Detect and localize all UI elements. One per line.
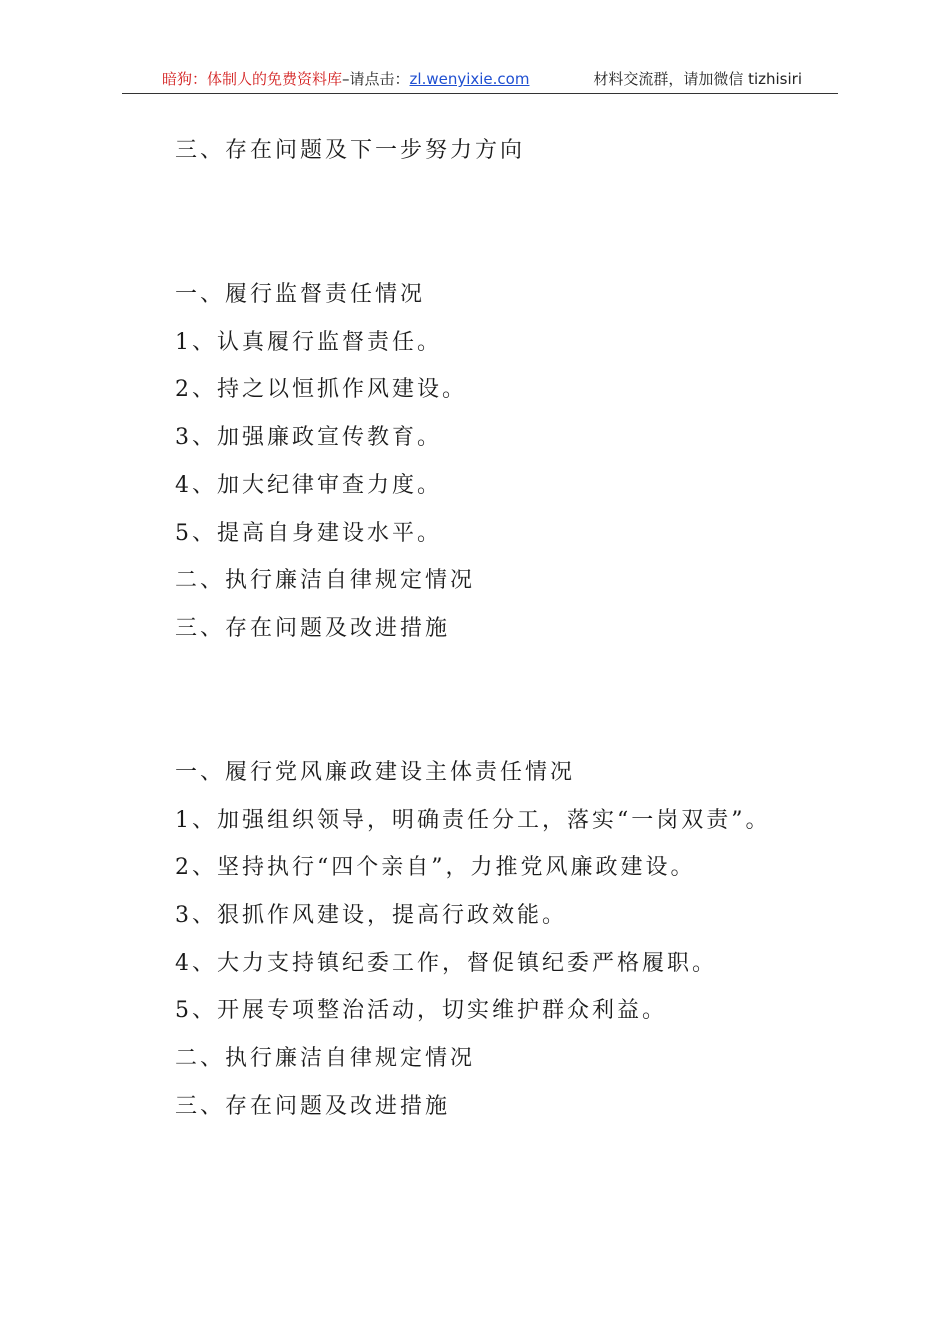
section-c-item-4: 4、大力支持镇纪委工作，督促镇纪委严格履职。 <box>175 951 717 976</box>
header-contact: 材料交流群，请加微信 tizhisiri <box>593 70 802 88</box>
header-prompt: –请点击： <box>342 70 410 88</box>
section-c-item-5: 5、开展专项整治活动，切实维护群众利益。 <box>175 998 667 1023</box>
section-b-heading-supervision: 一、履行监督责任情况 <box>175 282 426 307</box>
section-b-item-4: 4、加大纪律审查力度。 <box>175 473 442 498</box>
section-c-item-2: 2、坚持执行“四个亲自”，力推党风廉政建设。 <box>175 855 696 880</box>
section-c-heading-responsibility: 一、履行党风廉政建设主体责任情况 <box>175 760 576 785</box>
section-c-heading-self-discipline: 二、执行廉洁自律规定情况 <box>175 1046 476 1071</box>
section-b-item-3: 3、加强廉政宣传教育。 <box>175 425 442 450</box>
section-b-item-5: 5、提高自身建设水平。 <box>175 521 442 546</box>
header-link[interactable]: zl.wenyixie.com <box>409 70 530 88</box>
header-left <box>162 66 529 92</box>
section-a-heading-problems: 三、存在问题及下一步努力方向 <box>175 138 526 163</box>
section-c-item-3: 3、狠抓作风建设，提高行政效能。 <box>175 903 567 928</box>
section-b-item-2: 2、持之以恒抓作风建设。 <box>175 377 467 402</box>
section-b-heading-self-discipline: 二、执行廉洁自律规定情况 <box>175 568 476 593</box>
section-c-item-1: 1、加强组织领导，明确责任分工，落实“一岗双责”。 <box>175 808 771 833</box>
section-c-heading-improvements: 三、存在问题及改进措施 <box>175 1094 451 1119</box>
section-b-item-1: 1、认真履行监督责任。 <box>175 330 442 355</box>
page-header <box>122 66 838 94</box>
section-b-heading-improvements: 三、存在问题及改进措施 <box>175 616 451 641</box>
header-brand: 暗狗：体制人的免费资料库 <box>162 70 343 88</box>
